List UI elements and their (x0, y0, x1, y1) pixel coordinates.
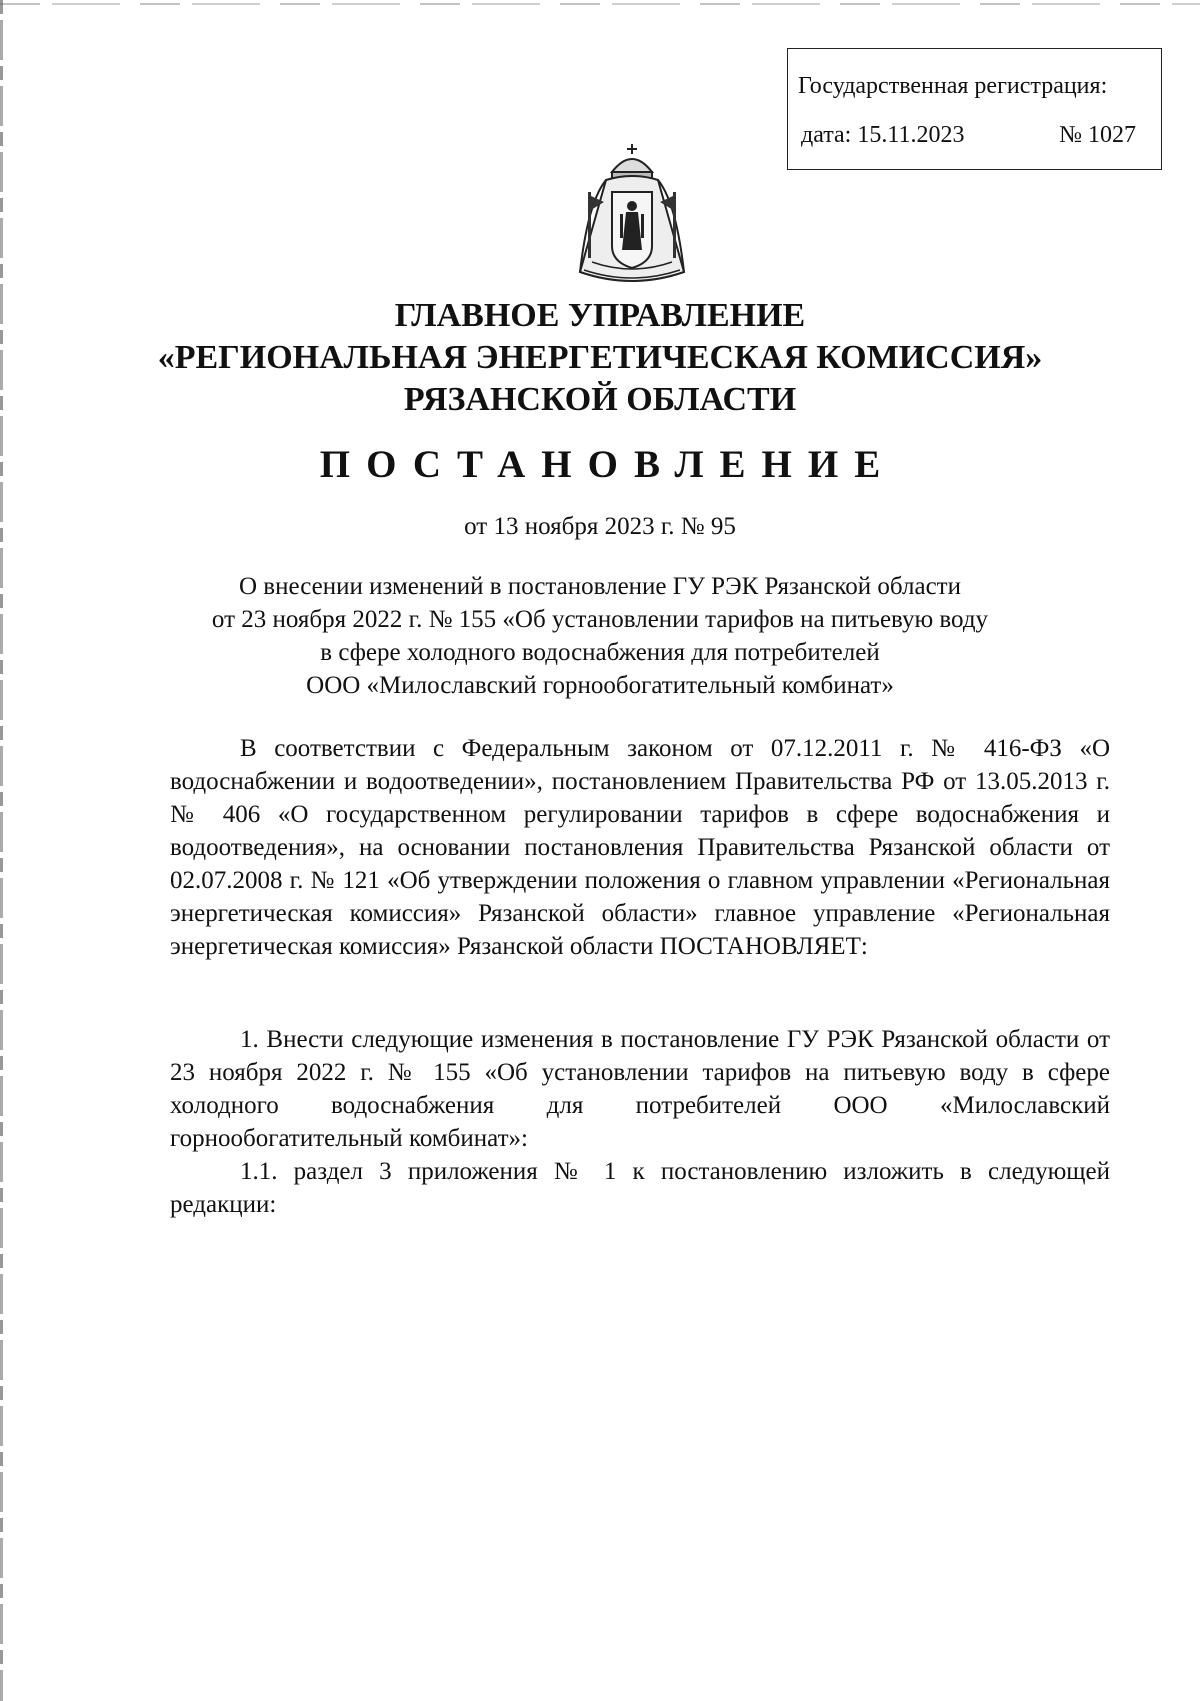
item-1-paragraph: 1. Внести следующие изменения в постановление ГУ РЭК Рязанской области от 23 ноября 2022 г. № 155 «Об установлении тарифов на питьевую воду в сфере холодного водоснабжения для потребителей ООО «Милославский горнообогатительный комбинат»: (170, 1026, 1110, 1152)
coat-of-arms-icon (568, 142, 696, 290)
preamble-paragraph: В соответствии с Федеральным законом от 07.12.2011 г. № 416-ФЗ «О водоснабжении и водоотведении», постановлением Правительства РФ от 13.05.2013 г. № 406 «О государственном регулировании тарифов в сфере водоснабжения и водоотведения», на основании постановления Правительства Рязанской области от 02.07.2008 г. № 121 «Об утверждении положения о главном управлении «Региональная энергетическая комиссия» Рязанской области» главное управление «Региональная энергетическая комиссия» Рязанской области ПОСТАНОВЛЯЕТ: (170, 735, 1110, 960)
document-subject (130, 570, 1070, 702)
registration-date: дата: 15.11.2023 (801, 122, 965, 148)
document-date: от 13 ноября 2023 г. № 95 (464, 513, 736, 540)
subject-line-1: О внесении изменений в постановление ГУ РЭК Рязанской области (239, 573, 961, 600)
registration-stamp (787, 48, 1162, 170)
registration-title: Государственная регистрация: (798, 73, 1108, 99)
registration-number: № 1027 (1059, 122, 1136, 148)
scan-edge-top (0, 3, 1200, 5)
item-1-1-paragraph: 1.1. раздел 3 приложения № 1 к постановлению изложить в следующей редакции: (170, 1158, 1110, 1218)
scan-edge-left (0, 0, 3, 1701)
document-type-title: ПОСТАНОВЛЕНИЕ (319, 443, 897, 486)
subject-line-4: ООО «Милославский горнообогатительный комбинат» (306, 672, 894, 699)
authority-line-2: «РЕГИОНАЛЬНАЯ ЭНЕРГЕТИЧЕСКАЯ КОМИССИЯ» (157, 339, 1043, 376)
authority-line-1: ГЛАВНОЕ УПРАВЛЕНИЕ (394, 297, 806, 334)
authority-header (100, 295, 1100, 421)
subject-line-3: в сфере холодного водоснабжения для потребителей (320, 639, 880, 666)
subject-line-2: от 23 ноября 2022 г. № 155 «Об установлении тарифов на питьевую воду (211, 606, 989, 633)
authority-line-3: РЯЗАНСКОЙ ОБЛАСТИ (403, 381, 797, 418)
